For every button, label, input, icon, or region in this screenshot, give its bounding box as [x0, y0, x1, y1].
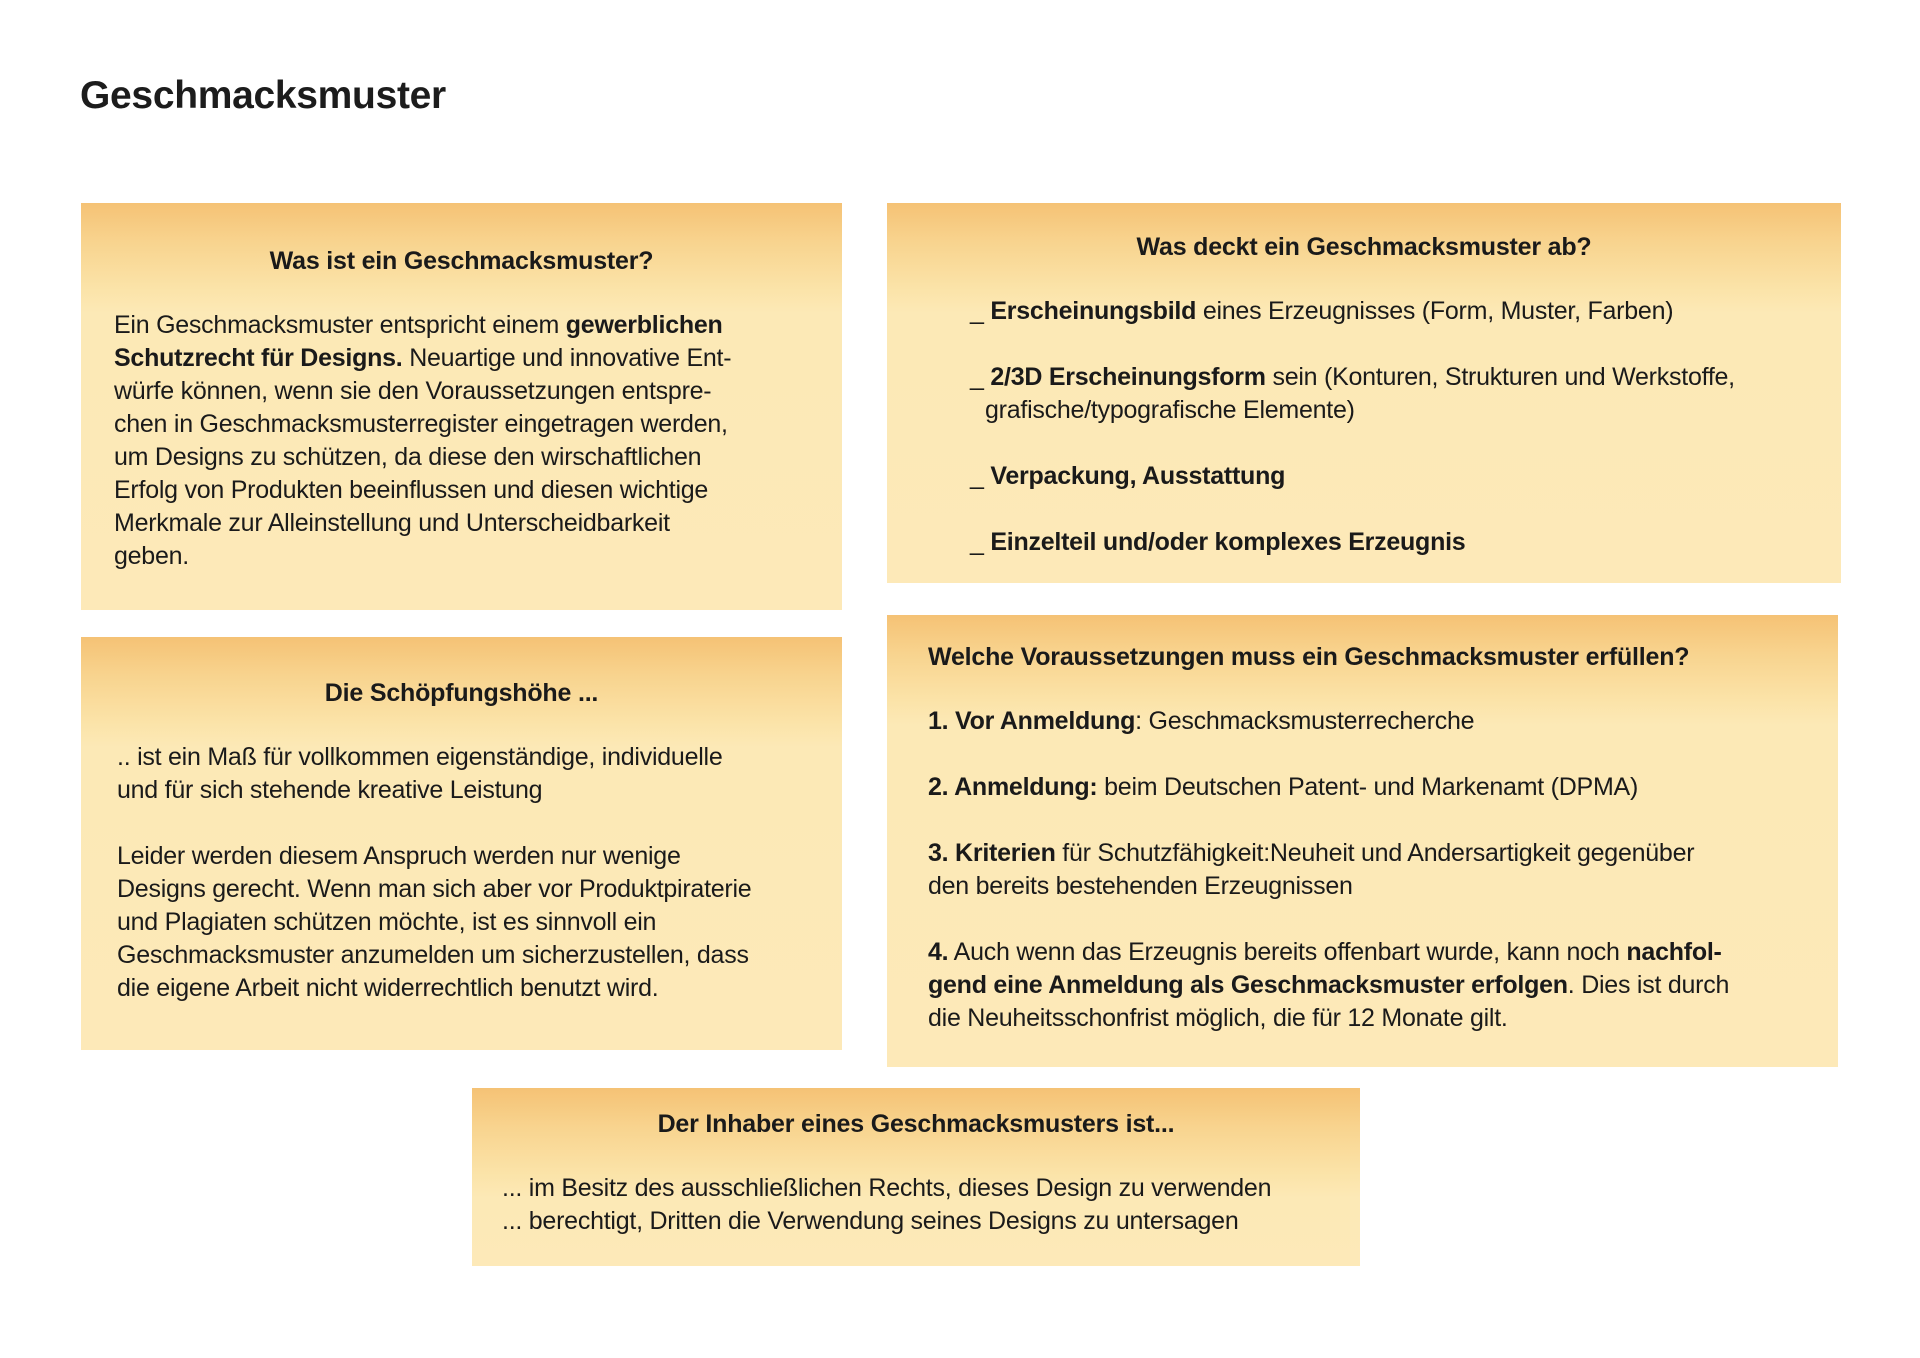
requirement-item	[928, 936, 1729, 1035]
info-box-coverage	[887, 203, 1841, 583]
bold-text: gewerblichen	[565, 311, 723, 339]
text-run: eines Erzeugnisses (Form, Muster, Farben)	[1196, 297, 1674, 325]
text-line	[114, 375, 731, 408]
bold-text: 2/3D Erscheinungsform	[990, 363, 1266, 391]
text-line: ... berechtigt, Dritten die Verwendung seines Designs zu untersagen	[502, 1207, 1239, 1235]
requirements-list	[928, 705, 1729, 1068]
info-box-owner	[472, 1088, 1360, 1266]
box-heading: Der Inhaber eines Geschmacksmusters ist...	[657, 1110, 1175, 1138]
coverage-item	[970, 526, 1735, 559]
coverage-item	[970, 460, 1735, 493]
text-run: geben.	[114, 542, 189, 570]
box-body	[117, 741, 751, 1005]
text-line	[117, 807, 751, 840]
text-run: _	[970, 297, 991, 325]
text-line: ... im Besitz des ausschließlichen Rechts, dieses Design zu verwenden	[502, 1174, 1272, 1202]
coverage-item	[970, 361, 1735, 427]
text-line: Designs gerecht. Wenn man sich aber vor Produktpiraterie	[117, 875, 752, 903]
text-line: und für sich stehende kreative Leistung	[117, 776, 543, 804]
text-run: Merkmale zur Alleinstellung und Unterscheidbarkeit	[114, 509, 670, 537]
text-line	[114, 507, 731, 540]
text-run: chen in Geschmacksmusterregister eingetragen werden,	[114, 410, 728, 438]
text-run: : Geschmacksmusterrecherche	[1135, 707, 1475, 735]
text-run: Erfolg von Produkten beeinflussen und diesen wichtige	[114, 476, 709, 504]
text-run: beim Deutschen Patent- und Markenamt (DPMA)	[1097, 773, 1639, 801]
text-line: die eigene Arbeit nicht widerrechtlich benutzt wird.	[117, 974, 659, 1002]
info-box-what-is	[81, 203, 842, 610]
box-body	[502, 1172, 1271, 1238]
bold-text: Einzelteil und/oder komplexes Erzeugnis	[990, 528, 1466, 556]
page-title: Geschmacksmuster	[80, 74, 446, 117]
requirement-item	[928, 771, 1729, 804]
coverage-list	[970, 295, 1735, 592]
text-line	[114, 540, 731, 573]
text-run: sein (Konturen, Strukturen und Werkstoffe,	[1265, 363, 1735, 391]
text-run: Ein Geschmacksmuster entspricht einem	[114, 311, 566, 339]
bold-text: 2. Anmeldung:	[928, 773, 1098, 801]
text-line	[970, 361, 1735, 394]
text-line	[970, 394, 1735, 427]
text-line	[114, 408, 731, 441]
box-heading: Was ist ein Geschmacksmuster?	[269, 247, 654, 275]
info-box-creative-height	[81, 637, 842, 1050]
text-line	[114, 309, 731, 342]
text-line	[928, 936, 1729, 969]
bold-text: 1. Vor Anmeldung	[928, 707, 1136, 735]
text-line	[928, 969, 1729, 1002]
info-box-requirements	[887, 615, 1838, 1067]
text-line: Leider werden diesem Anspruch werden nur wenige	[117, 842, 681, 870]
text-run: Auch wenn das Erzeugnis bereits offenbart wurde, kann noch	[948, 938, 1627, 966]
text-run: den bereits bestehenden Erzeugnissen	[928, 872, 1353, 900]
coverage-item	[970, 295, 1735, 328]
text-line	[928, 1002, 1729, 1035]
requirement-item	[928, 705, 1729, 738]
text-line: Geschmacksmuster anzumelden um sicherzustellen, dass	[117, 941, 749, 969]
box-body	[114, 309, 731, 573]
text-run: grafische/typografische Elemente)	[985, 396, 1355, 424]
bold-text: 3. Kriterien	[928, 839, 1056, 867]
box-heading: Welche Voraussetzungen muss ein Geschmacksmuster erfüllen?	[928, 643, 1690, 671]
text-line	[114, 474, 731, 507]
text-run: _	[970, 462, 991, 490]
text-run: _	[970, 528, 991, 556]
text-line	[114, 342, 731, 375]
text-line: und Plagiaten schützen möchte, ist es sinnvoll ein	[117, 908, 657, 936]
bold-text: Erscheinungsbild	[990, 297, 1197, 325]
bold-text: 4.	[928, 938, 949, 966]
text-run: würfe können, wenn sie den Voraussetzungen entspre-	[114, 377, 712, 405]
bold-text: gend eine Anmeldung als Geschmacksmuster erfolgen	[928, 971, 1568, 999]
text-line	[970, 460, 1735, 493]
text-run: für Schutzfähigkeit:Neuheit und Andersartigkeit gegenüber	[1055, 839, 1695, 867]
text-run: . Dies ist durch	[1567, 971, 1730, 999]
text-run: um Designs zu schützen, da diese den wirschaftlichen	[114, 443, 702, 471]
text-run: _	[970, 363, 991, 391]
text-run: Neuartige und innovative Ent-	[402, 344, 732, 372]
box-heading: Was deckt ein Geschmacksmuster ab?	[1136, 233, 1592, 261]
text-run: die Neuheitsschonfrist möglich, die für 12 Monate gilt.	[928, 1004, 1508, 1032]
box-heading: Die Schöpfungshöhe ...	[324, 679, 599, 707]
bold-text: Schutzrecht für Designs.	[114, 344, 403, 372]
requirement-item	[928, 837, 1729, 903]
text-line	[928, 837, 1729, 870]
text-line	[114, 441, 731, 474]
bold-text: Verpackung, Ausstattung	[990, 462, 1286, 490]
text-line	[928, 771, 1729, 804]
text-line	[928, 870, 1729, 903]
text-line: .. ist ein Maß für vollkommen eigenständige, individuelle	[117, 743, 723, 771]
text-line	[970, 295, 1735, 328]
text-line	[970, 526, 1735, 559]
bold-text: nachfol-	[1626, 938, 1722, 966]
text-line	[928, 705, 1729, 738]
